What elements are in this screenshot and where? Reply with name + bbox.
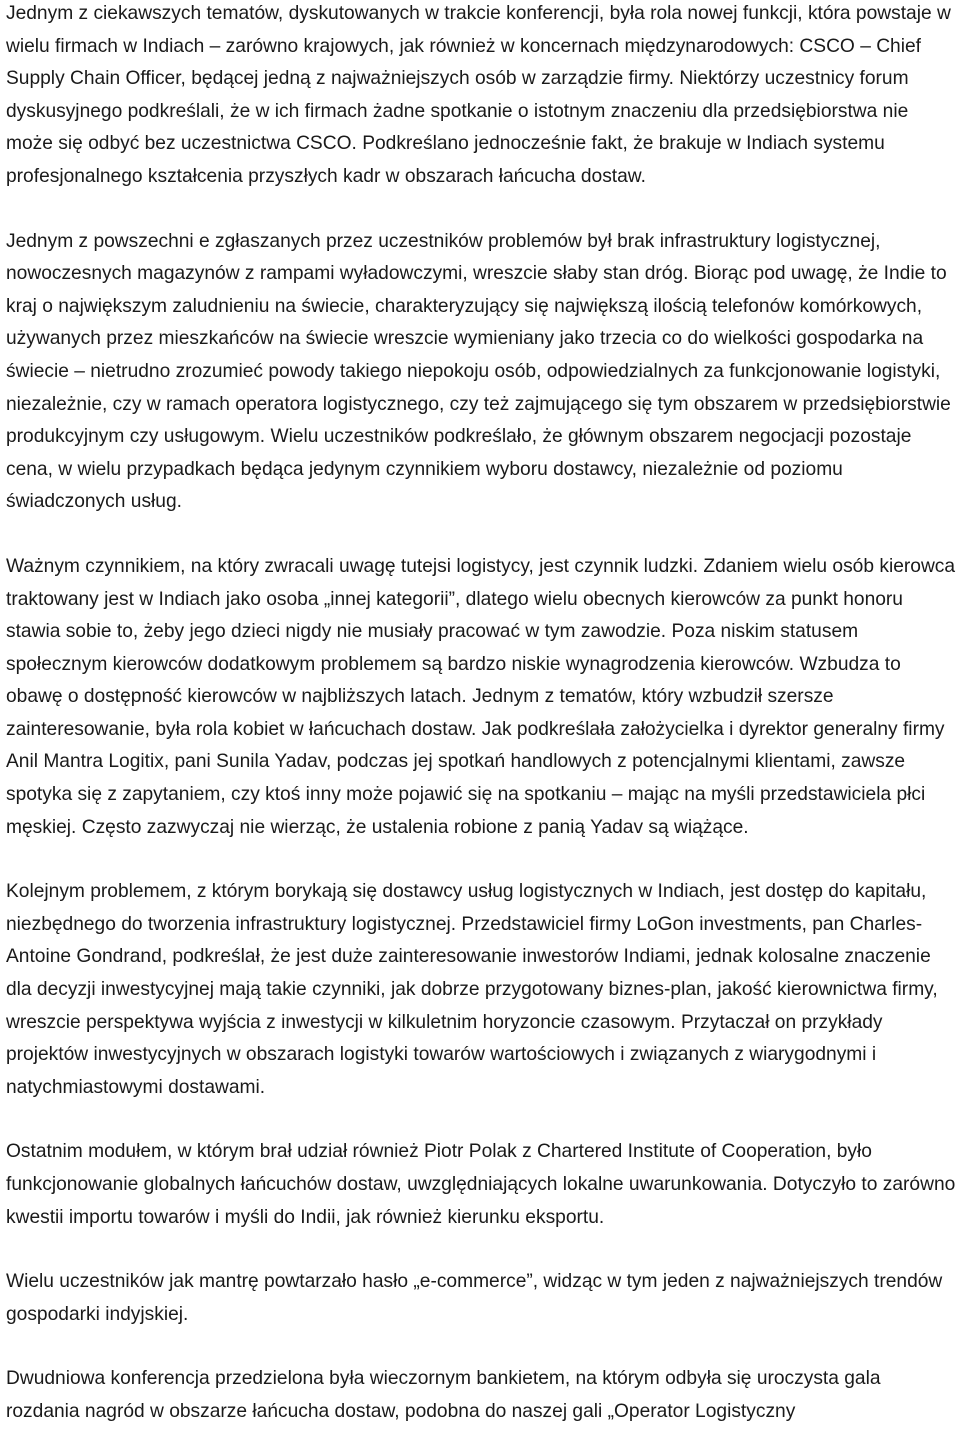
sentence: Dotyczyło to zarówno kwestii importu towarów i myśli do Indii, jak również kierunku eksportu. [6, 1174, 956, 1228]
paragraph-gala [0, 1363, 958, 1428]
paragraph-human-factor [0, 551, 958, 844]
paragraph-ecommerce [0, 1266, 958, 1331]
sentence: Wielu uczestników jak mantrę powtarzało hasło „e-commerce”, widząc w tym jeden z najważniejszych trendów gospodarki indyjskiej. [6, 1271, 943, 1325]
sentence: Biorąc pod uwagę, że Indie to kraj o największym zaludnieniu na świecie, charakteryzujący się największą ilością telefonów komórkowych, używanych przez mieszkańców na świecie wreszcie wymieniany jako trzecia co do wielkości gospodarka na świecie – nietrudno zrozumieć powody takiego niepokoju osób, odpowiedzialnych za funkcjonowanie logistyki, niezależnie, czy w ramach operatora logistycznego, czy też zajmującego się tym obszarem w przedsiębiorstwie produkcyjnym czy usługowym. [6, 263, 951, 448]
sentence: Ważnym czynnikiem, na który zwracali uwagę tutejsi logistycy, jest czynnik ludzki. [6, 555, 699, 577]
sentence: Poza niskim statusem społecznym kierowców dodatkowym problemem są bardzo niskie wynagrodzenia kierowców. [6, 621, 859, 675]
sentence: Jak podkreślała założycielka i dyrektor generalny firmy Anil Mantra Logitix, pani Sunila Yadav, podczas jej spotkań handlowych z potencjalnymi klientami, zawsze spotyka się z zapytaniem, czy ktoś inny może pojawić się na spotkaniu – mając na myśli przedstawiciela płci męskiej. [6, 718, 945, 838]
sentence: Przytaczał on przykłady projektów inwestycyjnych w obszarach logistyki towarów wartościowych i związanych z wiarygodnymi i natychmiastowymi dostawami. [6, 1011, 883, 1098]
sentence: Przedstawiciel firmy LoGon investments, pan Charles-Antoine Gondrand, podkreślał, że jest duże zainteresowanie inwestorów Indiami, jednak kolosalne znaczenie dla decyzji inwestycyjnej mają takie czynniki, jak dobrze przygotowany biznes-plan, jakość kierownictwa firmy, wreszcie perspektywa wyjścia z inwestycji w kilkuletnim horyzoncie czasowym. [6, 913, 938, 1033]
sentence: Jednym z ciekawszych tematów, dyskutowanych w trakcie konferencji, była rola nowej funkcji, która powstaje w wielu firmach w Indiach – zarówno krajowych, jak również w koncernach międzynarodowych: CSCO – Chief Supply Chain Officer, będącej jedną z najważniejszych osób w zarządzie firmy. [6, 3, 951, 90]
sentence: Dwudniowa konferencja przedzielona była wieczornym bankietem, na którym odbyła się uroczysta gala rozdania nagród w obszarze łańcucha dostaw, podobna do naszej gali „Operator Logistyczny [6, 1368, 881, 1422]
sentence: Kolejnym problemem, z którym borykają się dostawcy usług logistycznych w Indiach, jest dostęp do kapitału, niezbędnego do tworzenia infrastruktury logistycznej. [6, 881, 927, 935]
paragraph-capital-access [0, 876, 958, 1104]
paragraph-infrastructure [0, 226, 958, 519]
paragraph-cso-role [0, 0, 958, 194]
sentence: Jednym z powszechni e zgłaszanych przez uczestników problemów był brak infrastruktury logistycznej, nowoczesnych magazynów z rampami wyładowczymi, wreszcie słaby stan dróg. [6, 230, 881, 285]
sentence: Niektórzy uczestnicy forum dyskusyjnego podkreślali, że w ich firmach żadne spotkanie o istotnym znaczeniu dla przedsiębiorstwa nie może się odbyć bez uczestnictwa CSCO. [6, 68, 909, 155]
sentence: Ostatnim modułem, w którym brał udział również Piotr Polak z Chartered Institute of Cooperation, było funkcjonowanie globalnych łańcuchów dostaw, uwzględniających lokalne uwarunkowania. [6, 1141, 872, 1195]
sentence: Wielu uczestników podkreślało, że głównym obszarem negocjacji pozostaje cena, w wielu przypadkach będąca jedynym czynnikiem wyboru dostawcy, niezależnie od poziomu świadczonych usług. [6, 426, 912, 513]
sentence: Często zazwyczaj nie wierząc, że ustalenia robione z panią Yadav są wiążące. [76, 816, 749, 838]
sentence: Jednym z tematów, który wzbudził szersze zainteresowanie, była rola kobiet w łańcuchach dostaw. [6, 686, 834, 740]
sentence: Zdaniem wielu osób kierowca traktowany jest w Indiach jako osoba „innej kategorii”, dlatego wielu obecnych kierowców za punkt honoru stawia sobie to, żeby jego dzieci nigdy nie musiały pracować w tym zawodzie. [6, 555, 956, 643]
sentence: Wzbudza to obawę o dostępność kierowców w najbliższych latach. [6, 653, 901, 708]
sentence: Podkreślano jednocześnie fakt, że brakuje w Indiach systemu profesjonalnego kształcenia przyszłych kadr w obszarach łańcucha dostaw. [6, 133, 885, 187]
paragraph-global-supply-chains [0, 1136, 958, 1234]
